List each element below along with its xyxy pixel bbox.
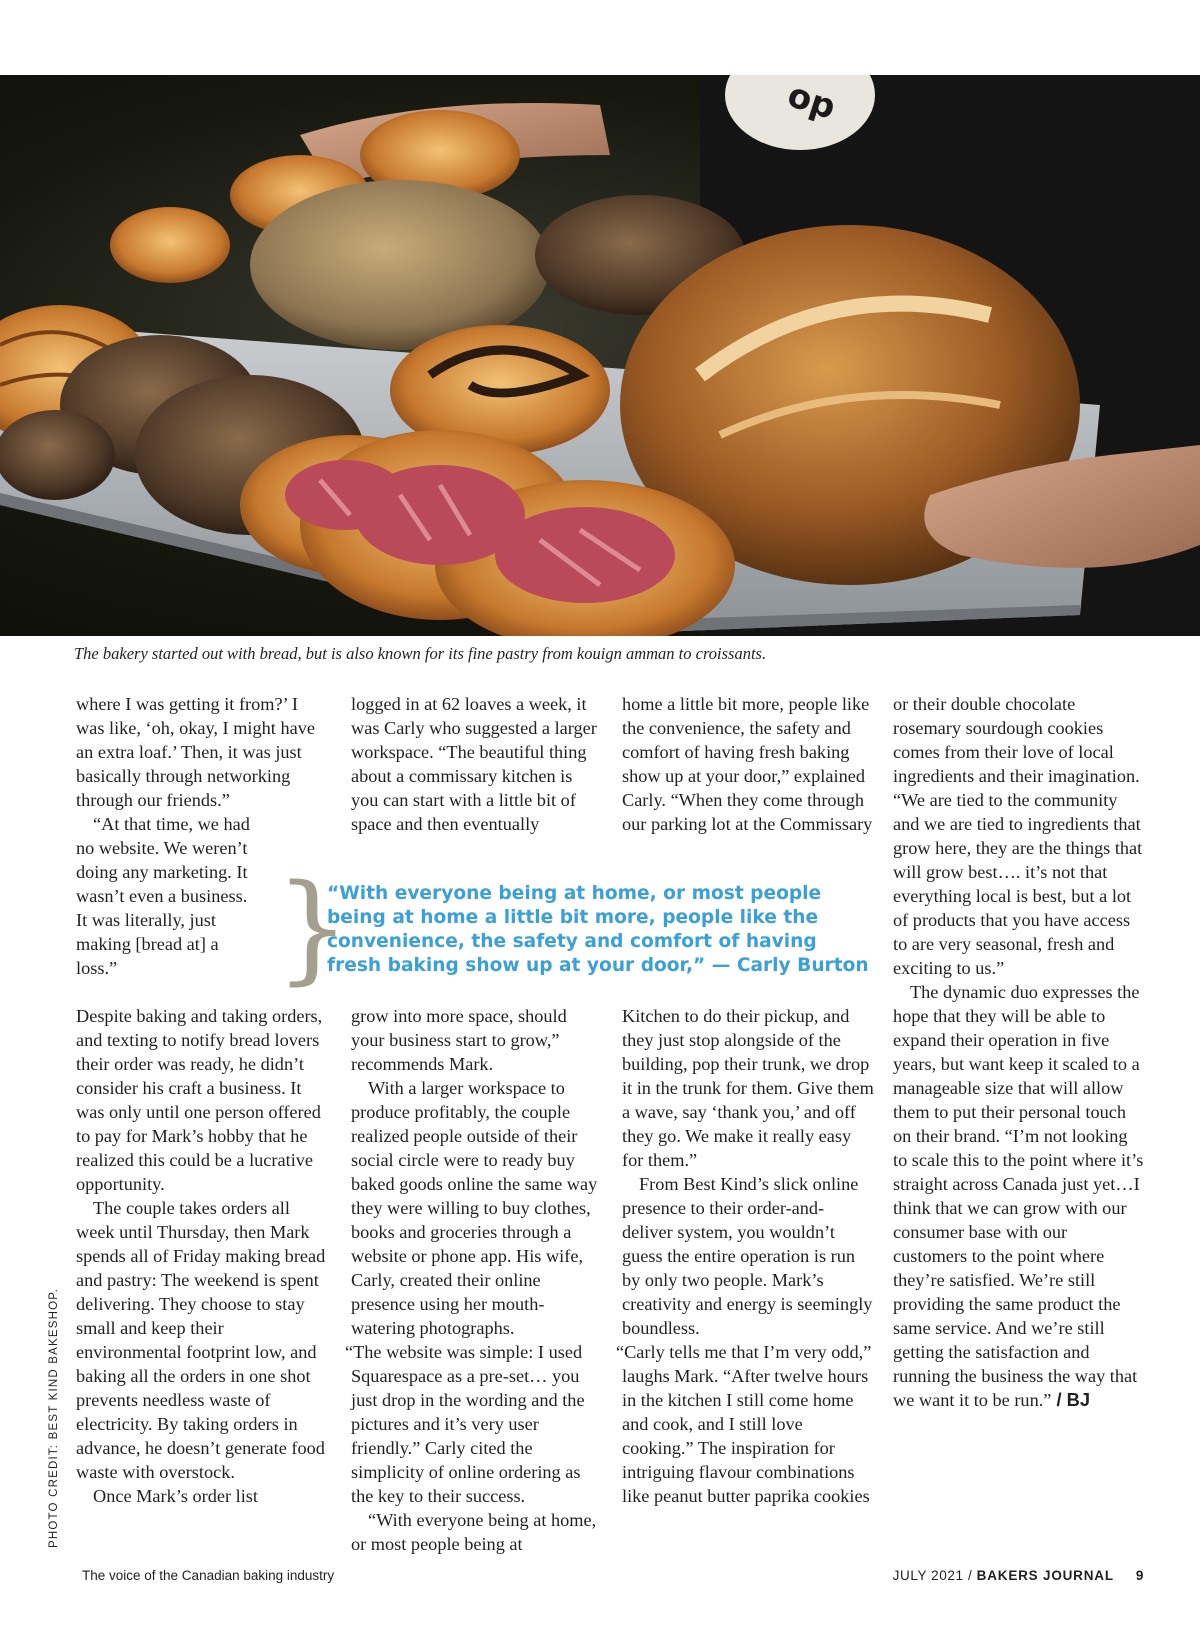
footer-issue	[893, 1568, 1144, 1583]
paragraph: “Carly tells me that I’m very odd,” laughs Mark. “After twelve hours in the kitchen I still come home and cook, and I still love cooking.” The inspiration for intriguing flavour combinations like peanut butter paprika cookies	[616, 1342, 872, 1506]
article-column-4	[893, 692, 1145, 1412]
paragraph: From Best Kind’s slick online presence to their order-and-deliver system, you wouldn’t guess the entire operation is run by only two people. Mark’s creativity and energy is seemingly boundless.	[622, 1174, 873, 1338]
page-number: 9	[1135, 1568, 1144, 1583]
paragraph: grow into more space, should your business start to grow,” recommends Mark.	[351, 1006, 567, 1074]
paragraph: “With everyone being at home, or most people being at	[351, 1510, 597, 1554]
paragraph	[893, 980, 1145, 1412]
paragraph: Once Mark’s order list	[93, 1486, 258, 1506]
paragraph-text: The dynamic duo expresses the hope that they will be able to expand their operation in five years, but want keep it scaled to a manageable size that will allow them to put their personal touch on their brand. “I’m not looking to scale this to the point where it’s straight across Canada just yet…I think that we can grow with our consumer base with our customers to the point where they’re satisfied. We’re still providing the same product the same service. And we’re still getting the satisfaction and running the business the way that we want it to be run.”	[893, 982, 1144, 1410]
paragraph: Kitchen to do their pickup, and they just stop alongside of the building, pop their trunk, we drop it in the trunk for them. Give them a wave, say ‘thank you,’ and off they go. We make it really easy for them.”	[622, 1006, 874, 1170]
paragraph: logged in at 62 loaves a week, it was Carly who suggested a larger workspace. “The beautiful thing about a commissary kitchen is you can start with a little bit of space and then eventually	[351, 694, 597, 834]
hero-photo	[0, 75, 1200, 636]
bread-tray-illustration	[0, 75, 1200, 636]
article-column-1-bottom	[76, 1004, 328, 1508]
article-column-2-bottom	[345, 1004, 603, 1556]
paragraph: Despite baking and taking orders, and texting to notify bread lovers their order was ready, he didn’t consider his craft a business. It was only until one person offered to pay for Mark’s hobby that he realized this could be a lucrative opportunity.	[76, 1006, 323, 1194]
svg-text:op: op	[782, 75, 841, 128]
paragraph: where I was getting it from?’ I was like, ‘oh, okay, I might have an extra loaf.’ Then, it was just basically through networking through our friends.”	[76, 694, 315, 810]
paragraph: “At that time, we had no website. We weren’t doing any marketing. It wasn’t even a business. It was literally, just making [bread at] a loss.”	[76, 814, 250, 978]
magazine-name: BAKERS JOURNAL	[976, 1568, 1114, 1583]
article-column-2-top	[351, 692, 603, 836]
paragraph: or their double chocolate rosemary sourdough cookies comes from their love of local ingredients and their imagination. “We are tied to the community and we are tied to ingredients that grow here, they are the things that will grow best…. it’s not that everything local is best, but a lot of products that you have access to are very seasonal, fresh and exciting to us.”	[893, 694, 1143, 978]
photo-caption: The bakery started out with bread, but is also known for its fine pastry from kouign amman to croissants.	[74, 644, 767, 663]
paragraph: home a little bit more, people like the convenience, the safety and comfort of having fresh baking show up at your door,” explained Carly. “When they come through our parking lot at the Commissary	[622, 694, 873, 834]
pull-quote	[275, 858, 885, 998]
paragraph: With a larger workspace to produce profitably, the couple realized people outside of their social circle were to ready buy baked goods online the same way they were willing to buy clothes, books and groceries through a website or phone app. His wife, Carly, created their online presence using her mouth-watering photographs.	[351, 1078, 598, 1338]
footer-tagline: The voice of the Canadian baking industry	[82, 1568, 335, 1583]
photo-credit: PHOTO CREDIT: BEST KIND BAKESHOP.	[48, 1287, 60, 1548]
pull-quote-text: “With everyone being at home, or most people being at home a little bit more, people like the convenience, the safety and comfort of having fresh baking show up at your door,” — Carly Burton	[327, 883, 869, 976]
issue-date: JULY 2021 /	[892, 1568, 977, 1583]
paragraph: The couple takes orders all week until Thursday, then Mark spends all of Friday making bread and pastry: The weekend is spent delivering. They choose to stay small and keep their environmental footprint low, and baking all the orders in one shot prevents needless waste of electricity. By taking orders in advance, he doesn’t generate food waste with overstock.	[76, 1198, 326, 1482]
article-column-3-top	[622, 692, 874, 836]
brace-decoration: }	[275, 858, 351, 996]
article-column-3-bottom	[616, 1004, 874, 1508]
paragraph: “The website was simple: I used Squarespace as a pre-set… you just drop in the wording and the pictures and it’s very user friendly.” Carly cited the simplicity of online ordering as the key to their success.	[345, 1342, 585, 1506]
byline-sign: / BJ	[1051, 1389, 1090, 1410]
